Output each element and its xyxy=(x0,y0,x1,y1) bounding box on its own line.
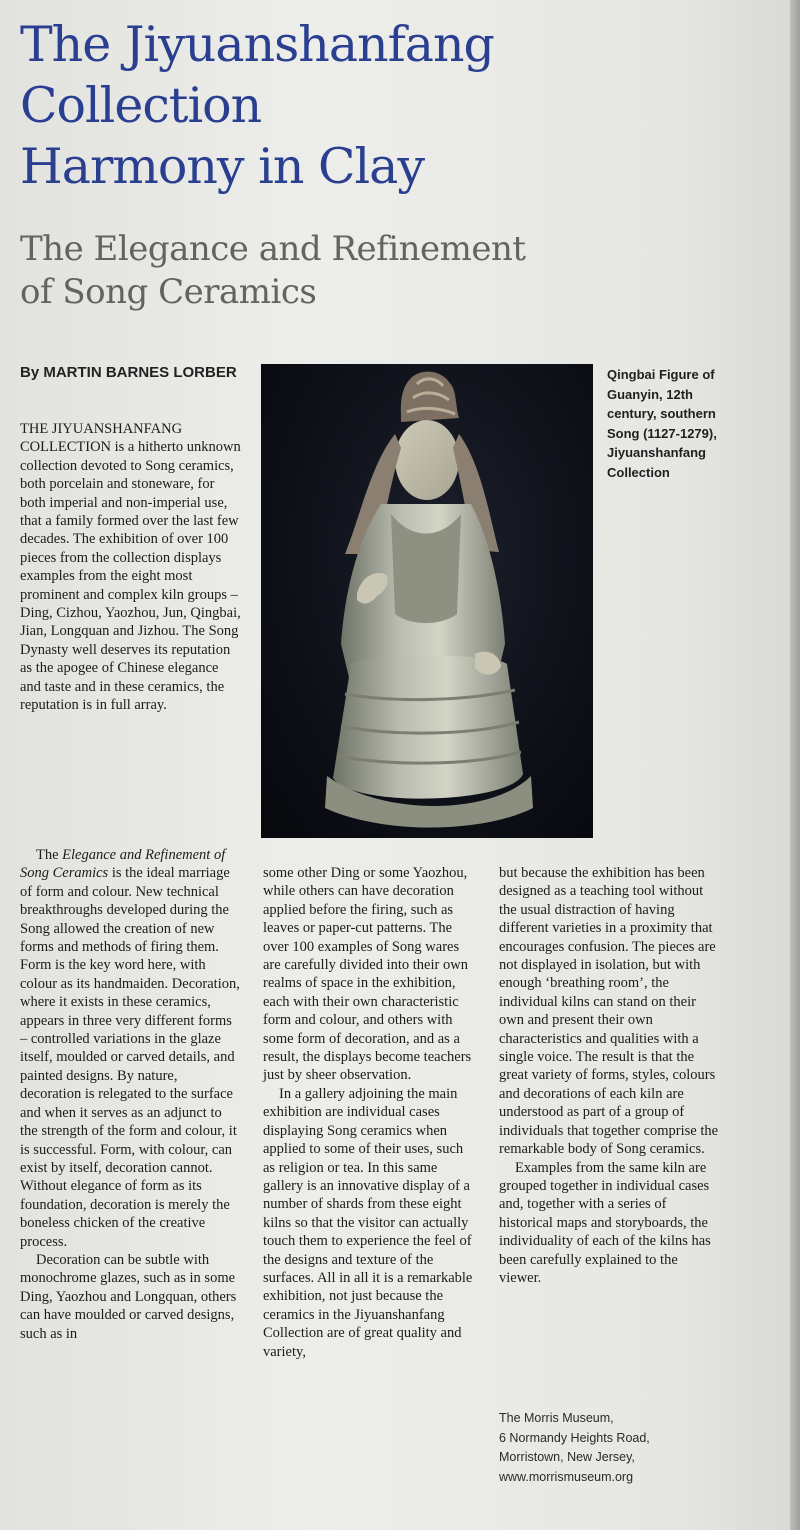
title-line: The Jiyuanshanfang xyxy=(20,16,494,73)
address-line: The Morris Museum, xyxy=(499,1411,614,1425)
title-line: Harmony in Clay xyxy=(20,138,425,195)
article-paragraph: some other Ding or some Yaozhou, while others can have decoration applied before the firing, such as leaves or paper-cut patterns. The over 100 examples of Song wares are carefully divided into their own realms of space in the exhibition, each with their own characteristic form and colour, and others with some form of decoration, and as a result, the displays become teachers just by sheer observation. xyxy=(263,865,472,1084)
article-title xyxy=(20,14,660,197)
title-line: Collection xyxy=(20,77,262,134)
subtitle-line: of Song Ceramics xyxy=(20,272,317,312)
paragraph-text: The xyxy=(36,847,63,863)
article-column-1-bottom xyxy=(20,846,242,1343)
address-line: Morristown, New Jersey, xyxy=(499,1450,635,1464)
article-column-3 xyxy=(499,864,721,1287)
guanyin-figure-illustration xyxy=(261,364,593,838)
lead-in: THE JIYUANSHANFANG COLLECTION xyxy=(20,421,183,456)
guanyin-figure-photo xyxy=(261,364,593,838)
article-subtitle xyxy=(20,228,660,314)
paragraph-text: is a hitherto unknown collection devoted to Song ceramics, both porcelain and stoneware, for both imperial and non-imperial use, that a family formed over the last few decades. The exhibition of over 100 pieces from the collection displays examples from the eight most prominent and complex kiln groups – Ding, Cizhou, Yaozhou, Jun, Qingbai, Jian, Longquan and Jizhou. The Song Dynasty well deserves its reputation as the apogee of Chinese elegance and taste and in these ceramics, the reputation is in full array. xyxy=(20,439,241,714)
subtitle-line: The Elegance and Refinement xyxy=(20,229,526,269)
address-line: 6 Normandy Heights Road, xyxy=(499,1430,650,1445)
museum-address xyxy=(499,1409,739,1487)
article-column-1-top xyxy=(20,420,242,715)
museum-website-link[interactable]: www.morrismuseum.org xyxy=(499,1469,634,1484)
photo-caption: Qingbai Figure of Guanyin, 12th century, southern Song (1127-1279), Jiyuanshanfang Collection xyxy=(607,367,717,480)
paragraph-text: is the ideal marriage of form and colour. New technical breakthroughs developed during the Song allowed the creation of new forms and methods of firing them. Form is the key word here, with colour as its handmaiden. Decoration, where it exists in these ceramics, appears in three very different forms – controlled variations in the glaze itself, moulded or carved details, and painted designs. By nature, decoration is relegated to the surface and when it serves as an adjunct to the strength of the form and colour, it is successful. Form, with colour, can exist by itself, decoration cannot. Without elegance of form as its foundation, decoration is merely the boneless chicken of the creative process. xyxy=(20,865,240,1250)
page-fold-edge xyxy=(790,0,800,1530)
author-byline: By MARTIN BARNES LORBER xyxy=(20,364,237,381)
exhibition-title: Elegance and Refinement of Song Ceramics xyxy=(20,847,226,882)
article-paragraph: but because the exhibition has been designed as a teaching tool without the usual distraction of having different varieties in a proximity that encourages confusion. The pieces are not displayed in isolation, but with enough ‘breathing room’, the individual kilns can stand on their own and present their own characteristics and qualities with a single voice. The result is that the great variety of forms, styles, colours and decorations of each kiln are understood as part of a group of individuals that together comprise the remarkable body of Song ceramics. xyxy=(499,865,719,1158)
article-column-2 xyxy=(263,864,477,1361)
article-paragraph xyxy=(20,420,242,715)
article-paragraph: In a gallery adjoining the main exhibition are individual cases displaying Song ceramics when applied to some of their uses, such as religion or tea. In this same gallery is an innovative display of a number of shards from these eight kilns so that the visitor can actually touch them to experience the feel of the designs and texture of the surfaces. All in all it is a remarkable exhibition, not just because the ceramics in the Jiyuanshanfang Collection are of great quality and variety, xyxy=(263,1085,473,1360)
article-paragraph: Examples from the same kiln are grouped together in individual cases and, together with a series of historical maps and storyboards, the individuality of each of the kilns has been carefully explained to the viewer. xyxy=(499,1159,711,1286)
article-paragraph: Decoration can be subtle with monochrome glazes, such as in some Ding, Yaozhou and Longquan, others can have moulded or carved designs, such as in xyxy=(20,1251,237,1342)
article-paragraph xyxy=(20,846,242,1251)
